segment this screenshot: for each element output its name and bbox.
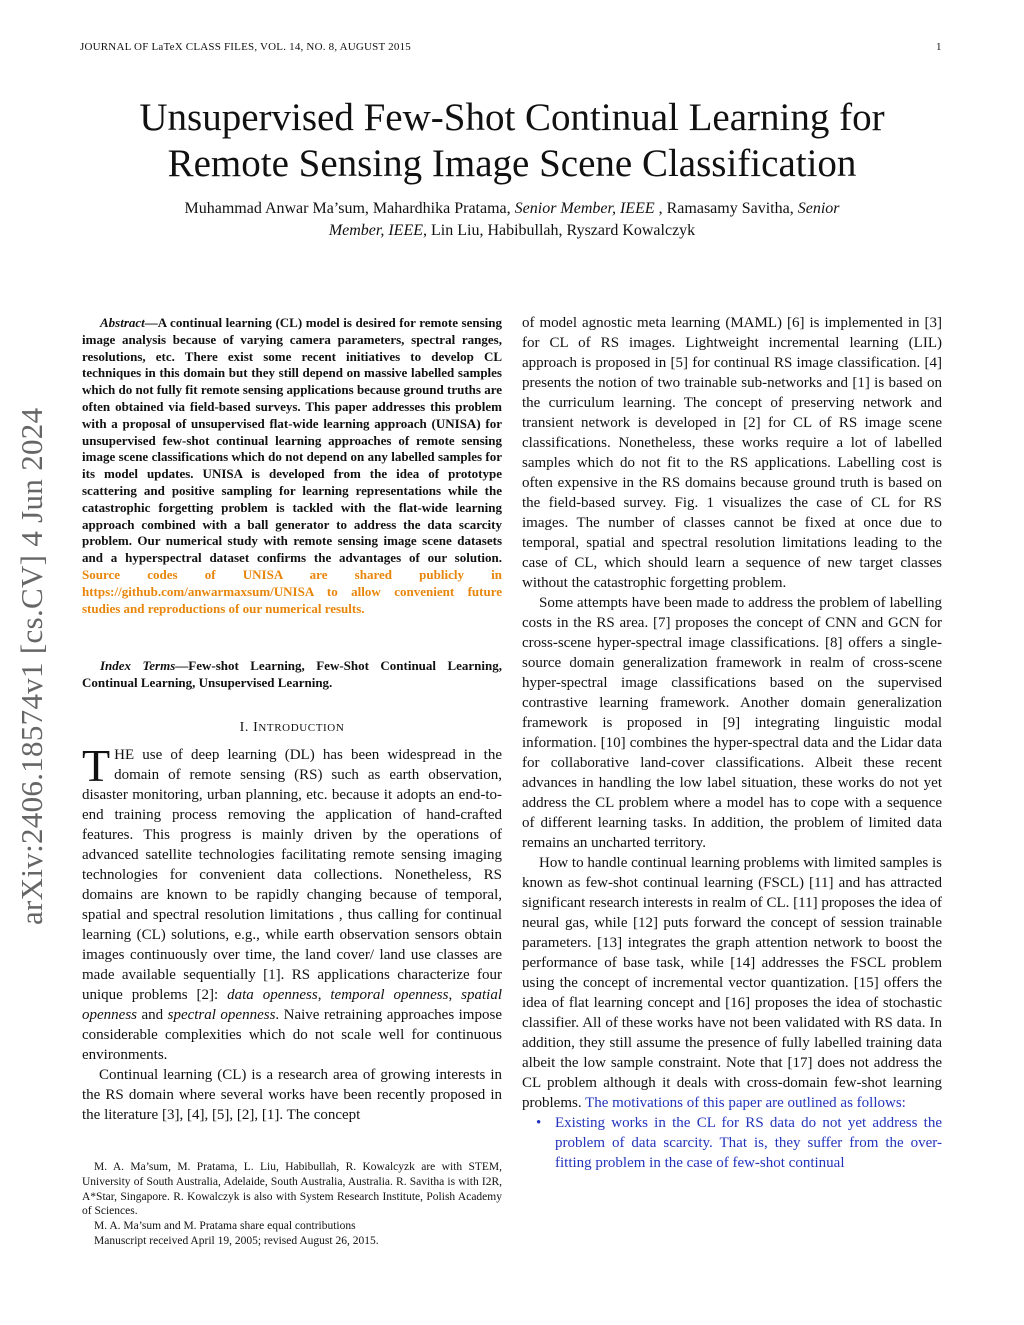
index-terms-dash: — — [175, 658, 189, 673]
footnote-contributions: M. A. Ma’sum and M. Pratama share equal contributions — [94, 1220, 356, 1233]
authors-part: , Lin Liu, Habibullah, Ryszard Kowalczyk — [423, 222, 696, 239]
right-paragraph-2: Some attempts have been made to address the problem of labelling costs in the RS area. [7] proposes the concept of CNN and GCN for cross-scene hyper-spectral image classifications. [8] offers a single-source domain generalization framework in realm of cross-scene hyper-spectral image classifications based on the supervised contrastive learning framework. Another domain generalization framework is proposed in [9] integrating linguistic modal information. [10] combines the hyper-spectral data and the Lidar data for collaborative land-cover classifications. Albeit these recent advances in handling the low label situation, these works do not yet address the CL problem where a model has to cope with a sequence of different learning tasks. In addition, the problem of limited data remains an uncharted territory. — [522, 595, 942, 851]
footnote-manuscript-dates: Manuscript received April 19, 2005; revised August 26, 2015. — [94, 1234, 379, 1247]
author-affiliation-title: Senior — [797, 200, 840, 217]
footnote-affiliations: M. A. Ma’sum, M. Pratama, L. Liu, Habibullah, R. Kowalcyzk are with STEM, University of South Australia, Adelaide, South Australia, Australia. R. Savitha is with I2R, A*Star, Singapore. R. Kowalczyk is also with System Research Institute, Polish Academy of Sciences. — [82, 1161, 502, 1218]
intro-paragraph-2: Continual learning (CL) is a research area of growing interests in the RS domain where several works have been recently proposed in the literature [3], [4], [5], [2], [1]. The concept — [82, 1067, 502, 1123]
emphasis-term: spatial openness — [82, 987, 503, 1023]
abstract-label: Abstract — [100, 315, 145, 330]
authors-part: , Ramasamy Savitha, — [654, 200, 798, 217]
abstract-body: A continual learning (CL) model is desired for remote sensing image analysis because of varying camera parameters, spectral ranges, resolutions, etc. There exist some recent initiatives to develop CL techniques in this domain but they still depend on massive labelled samples which do not fully fit remote sensing applications because ground truths are often obtained via field-based surveys. This paper addresses this problem with a proposal of unsupervised flat-wide learning approach (UNISA) for unsupervised few-shot continual learning approaches of remote sensing image scene classifications which do not depend on any labelled samples for its model updates. UNISA is developed from the idea of prototype scattering and positive sampling for learning representations while the catastrophic forgetting problem is tackled with the flat-wide learning approach combined with a ball generator to address the data scarcity problem. Our numerical study with remote sensing image scene datasets and a hyperspectral dataset confirms the advantages of our solution. — [82, 315, 503, 566]
author-list — [110, 198, 914, 242]
abstract — [82, 315, 502, 617]
emphasis-term: data openness — [227, 987, 318, 1003]
section-heading-introduction — [82, 720, 502, 736]
right-paragraph-3 — [522, 853, 942, 1113]
section-numeral: I. — [239, 720, 254, 735]
list-item-text: Existing works in the CL for RS data do not yet address the problem of data scarcity. That is, they suffer from the over-fitting problem in the case of few-shot continual — [555, 1115, 942, 1171]
paper-title — [0, 95, 1024, 187]
list-item — [522, 1113, 942, 1173]
separator: , — [448, 987, 462, 1003]
footnotes — [82, 1160, 502, 1249]
running-header: JOURNAL OF LaTeX CLASS FILES, VOL. 14, NO. 8, AUGUST 2015 — [80, 41, 411, 53]
author-affiliation-title: Member, IEEE — [328, 222, 423, 239]
drop-cap: T — [82, 740, 111, 791]
motivation-intro: The motivations of this paper are outlined as follows: — [585, 1095, 906, 1111]
intro-paragraph-1 — [82, 740, 503, 1065]
section-initial: I — [253, 720, 259, 735]
intro-text: . Naive retraining approaches impose considerable complexities which do not scale well for continuous environments. — [82, 1007, 502, 1063]
right-paragraph-1: of model agnostic meta learning (MAML) [6] is implemented in [3] for CL of RS images. Lightweight incremental learning (LIL) approach is proposed in [5] for continual RS image classification. [4] presents the notion of two trainable sub-networks and [1] is based on the curriculum learning. The concept of preserving network and transient network is developed in [2] for CL of RS image scene classifications. Nonetheless, these works require a lot of labelled samples which do not fit to the RS applications. Labelling cost is often expensive in the RS domains because ground truth is based on the field-based survey. Fig. 1 visualizes the case of CL for RS images. The number of classes cannot be fixed at once due to temporal, spatial and spectral resolution limitations leading to the case of CL, which should learn a sequence of new target classes without the catastrophic forgetting problem. — [522, 315, 942, 591]
introduction-text — [82, 740, 503, 1125]
emphasis-term: spectral openness — [167, 1007, 276, 1023]
title-line-2: Remote Sensing Image Scene Classification — [167, 142, 857, 185]
emphasis-term: temporal openness — [330, 987, 449, 1003]
title-line-1: Unsupervised Few-Shot Continual Learning for — [139, 96, 885, 139]
separator: , — [317, 987, 331, 1003]
arxiv-stamp: arXiv:2406.18574v1 [cs.CV] 4 Jun 2024 — [14, 407, 49, 925]
index-terms-body: Few-shot Learning, Few-Shot Continual Learning, Continual Learning, Unsupervised Learning. — [82, 658, 503, 690]
right-column-text — [522, 313, 942, 1173]
bullet-icon: • — [536, 1115, 542, 1131]
paragraph-text: How to handle continual learning problems with limited samples is known as few-shot continual learning (FSCL) [11] and has attracted significant research interests in realm of CL. [11] proposes the idea of neural gas, while [12] puts forward the concept of session trainable parameters. [13] integrates the graph attention network to boost the performance of base task, while [14] addresses the FSCL problem using the concept of incremental vector quantization. [15] offers the idea of flat learning concept and [16] proposes the idea of stochastic classifier. All of these works have not been validated with RS data. In addition, they still assume the presence of fully labelled training data albeit the low sample constraint. Note that [17] does not address the CL problem although it deals with cross-domain few-shot learning problems. — [522, 855, 942, 1111]
author-affiliation-title: Senior Member, IEEE — [514, 200, 655, 217]
index-terms — [82, 657, 502, 691]
intro-text: HE use of deep learning (DL) has been widespread in the domain of remote sensing (RS) such as earth observation, disaster monitoring, urban planning, etc. because it adopts an end-to-end training process removing the application of hand-crafted features. This progress is mainly driven by the operations of advanced satellite technologies facilitating remote sensing imaging technologies for convenient data collections. Nonetheless, RS domains are known to be rapidly changing because of temporal, spatial and spectral resolution limitations , thus calling for continual learning (CL) solutions, e.g., while earth observation sensors obtain images continuously over time, the land cover/ land use classes are made available sequentially [1]. RS applications characterize four unique problems [2]: — [82, 747, 502, 1003]
abstract-dash: — — [144, 315, 158, 330]
index-terms-label: Index Terms — [100, 658, 176, 673]
separator: and — [137, 1007, 168, 1023]
page-number: 1 — [936, 41, 942, 53]
section-title-rest: NTRODUCTION — [258, 722, 345, 734]
source-code-note[interactable]: Source codes of UNISA are shared publicly in https://github.com/anwarmaxsum/UNISA to allow convenient future studies and reproductions of our numerical results. — [82, 566, 502, 616]
authors-part: Muhammad Anwar Ma’sum, Mahardhika Pratama, — [184, 200, 515, 217]
motivation-list — [522, 1113, 942, 1173]
